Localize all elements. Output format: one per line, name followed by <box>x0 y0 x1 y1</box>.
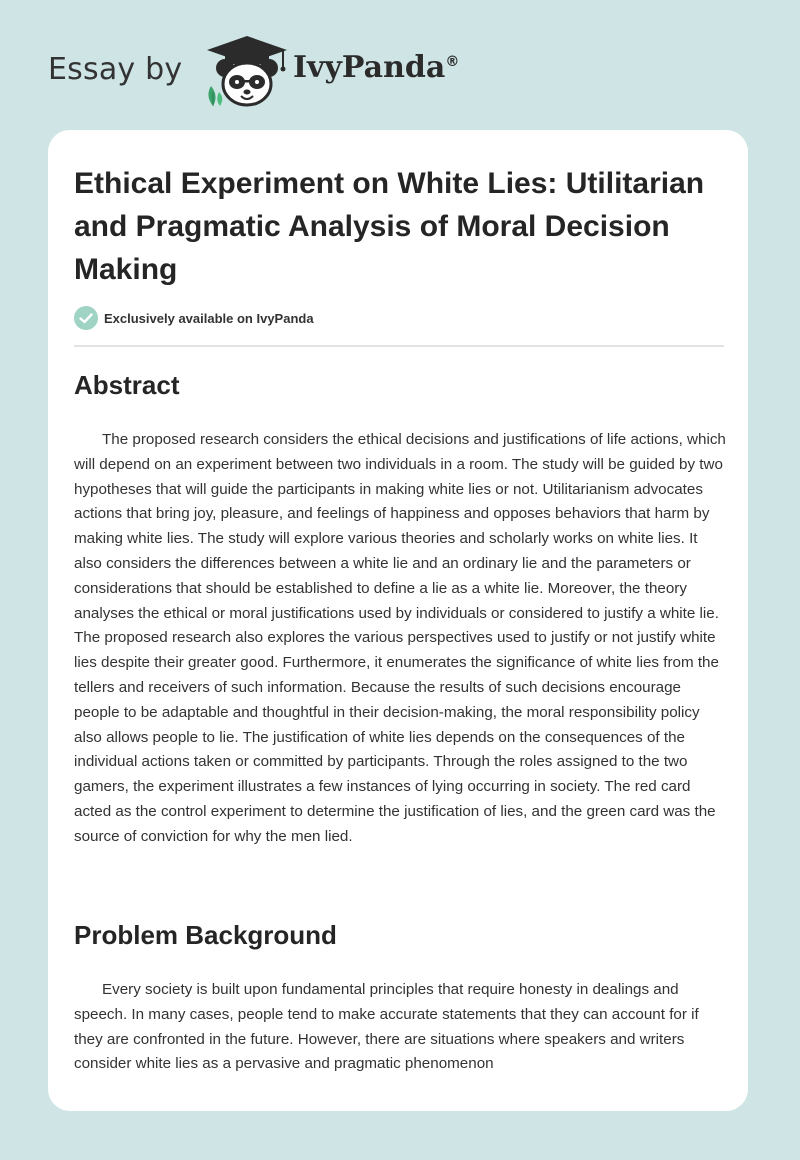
essay-card <box>48 130 748 1111</box>
brand-name <box>293 50 459 85</box>
panda-graduate-icon <box>203 34 291 108</box>
brand-prefix: Essay by <box>48 52 183 87</box>
check-circle-icon <box>74 306 98 330</box>
registered-mark: ® <box>445 54 460 70</box>
problem-background-paragraph: Every society is built upon fundamental principles that require honesty in dealings and speech. In many cases, people tend to make accurate statements that they can account for if they are confronted in the future. However, there are situations where speakers and writers consider white lies as a pervasive and pragmatic phenomenon <box>74 981 699 1073</box>
brand-header[interactable] <box>48 34 478 108</box>
exclusive-label: Exclusively available on IvyPanda <box>104 310 314 326</box>
section-heading-abstract: Abstract <box>74 370 180 400</box>
exclusive-badge <box>74 305 314 331</box>
brand-name-text: IvyPanda <box>293 50 446 85</box>
essay-title: Ethical Experiment on White Lies: Utilitarian and Pragmatic Analysis of Moral Decision Making <box>74 167 705 286</box>
abstract-paragraph: The proposed research considers the ethical decisions and justifications of life actions, which will depend on an experiment between two individuals in a room. The study will be guided by two hypotheses that will guide the participants in making white lies or not. Utilitarianism advocates actions that bring joy, pleasure, and feelings of happiness and opposes behaviors that harm by making white lies. The study will explore various theories and scholarly works on white lies. It also considers the differences between a white lie and an ordinary lie and the parameters or considerations that should be established to define a lie as a white lie. Moreover, the theory analyses the ethical or moral justifications used by individuals or considered to justify a white lie. The proposed research also explores the various perspectives used to justify or not justify white lies despite their greater good. Furthermore, it enumerates the significance of white lies from the tellers and receivers of such information. Because the results of such decisions encourage people to be adaptable and thoughtful in their decision-making, the moral responsibility policy also allows people to lie. The justification of white lies depends on the consequences of the individual actions taken or committed by participants. Through the roles assigned to the two gamers, the experiment illustrates a few instances of lying occurring in society. The red card acted as the control experiment to determine the justification of lies, and the green card was the source of conviction for why the men lied. <box>74 431 726 845</box>
divider <box>74 345 724 347</box>
section-heading-problem-background: Problem Background <box>74 920 337 950</box>
